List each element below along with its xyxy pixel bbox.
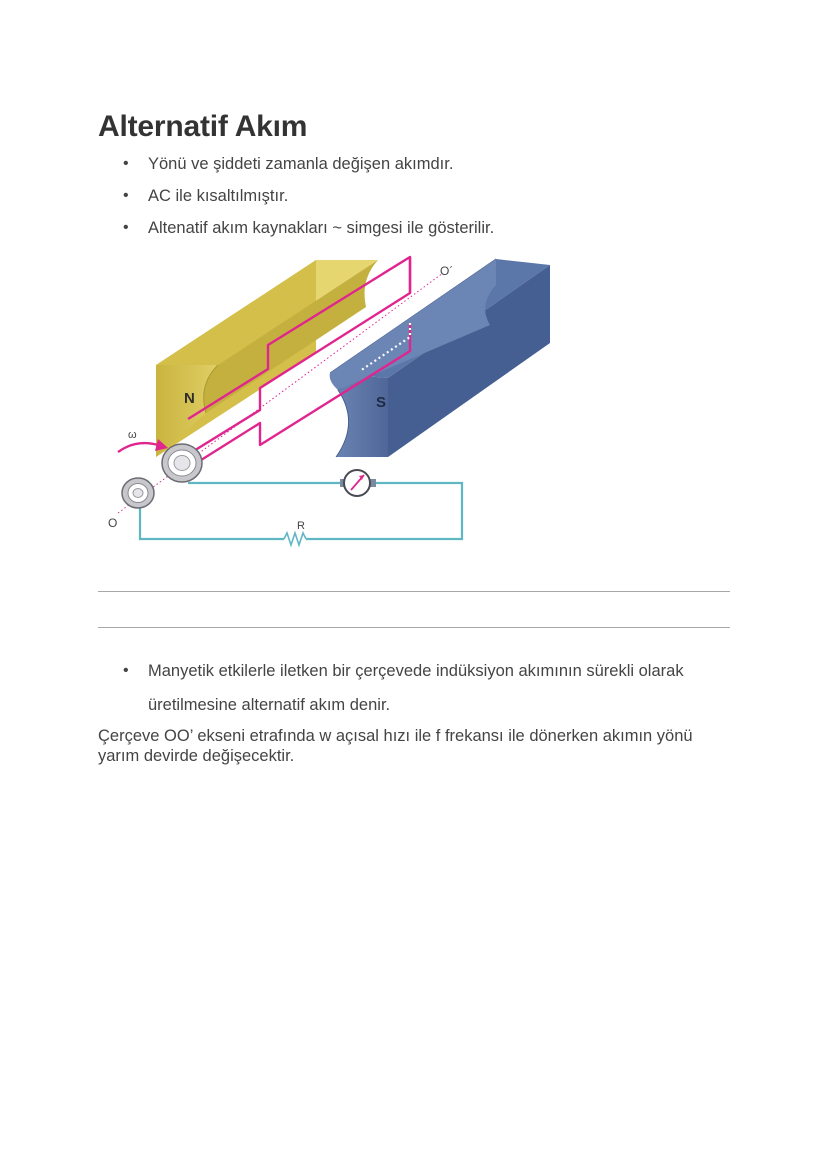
intro-bullet-list	[0, 148, 494, 244]
answer-line	[98, 591, 730, 592]
bullet-item	[0, 655, 684, 721]
explanation-paragraph: Çerçeve OO’ ekseni etrafında w açısal hızı ile f frekansı ile dönerken akımın yönü yarım devirde değişecektir.	[98, 726, 693, 765]
bullet-item: • Altenatif akım kaynakları ~ simgesi ile gösterilir.	[0, 212, 494, 244]
bullet-item: • Yönü ve şiddeti zamanla değişen akımdır.	[0, 148, 494, 180]
axis-start-label: O	[108, 516, 118, 530]
bullet-line: Manyetik etkilerle iletken bir çerçevede indüksiyon akımının sürekli olarak	[148, 662, 684, 680]
definition-bullet-list	[0, 655, 684, 721]
galvanometer	[340, 470, 376, 496]
north-pole-label: N	[184, 390, 195, 407]
south-pole-label: S	[376, 394, 387, 411]
bullet-item: • AC ile kısaltılmıştır.	[0, 180, 494, 212]
answer-line	[98, 627, 730, 628]
omega-label: ω	[128, 429, 137, 441]
axis-end-label: O´	[440, 264, 454, 278]
page-title: Alternatif Akım	[98, 110, 308, 143]
external-circuit	[140, 483, 462, 545]
bullet-line: üretilmesine alternatif akım denir.	[148, 696, 391, 714]
resistor-label: R	[297, 520, 305, 532]
slip-ring-large	[162, 444, 202, 482]
slip-ring-small	[122, 478, 154, 508]
ac-generator-diagram	[98, 245, 568, 550]
